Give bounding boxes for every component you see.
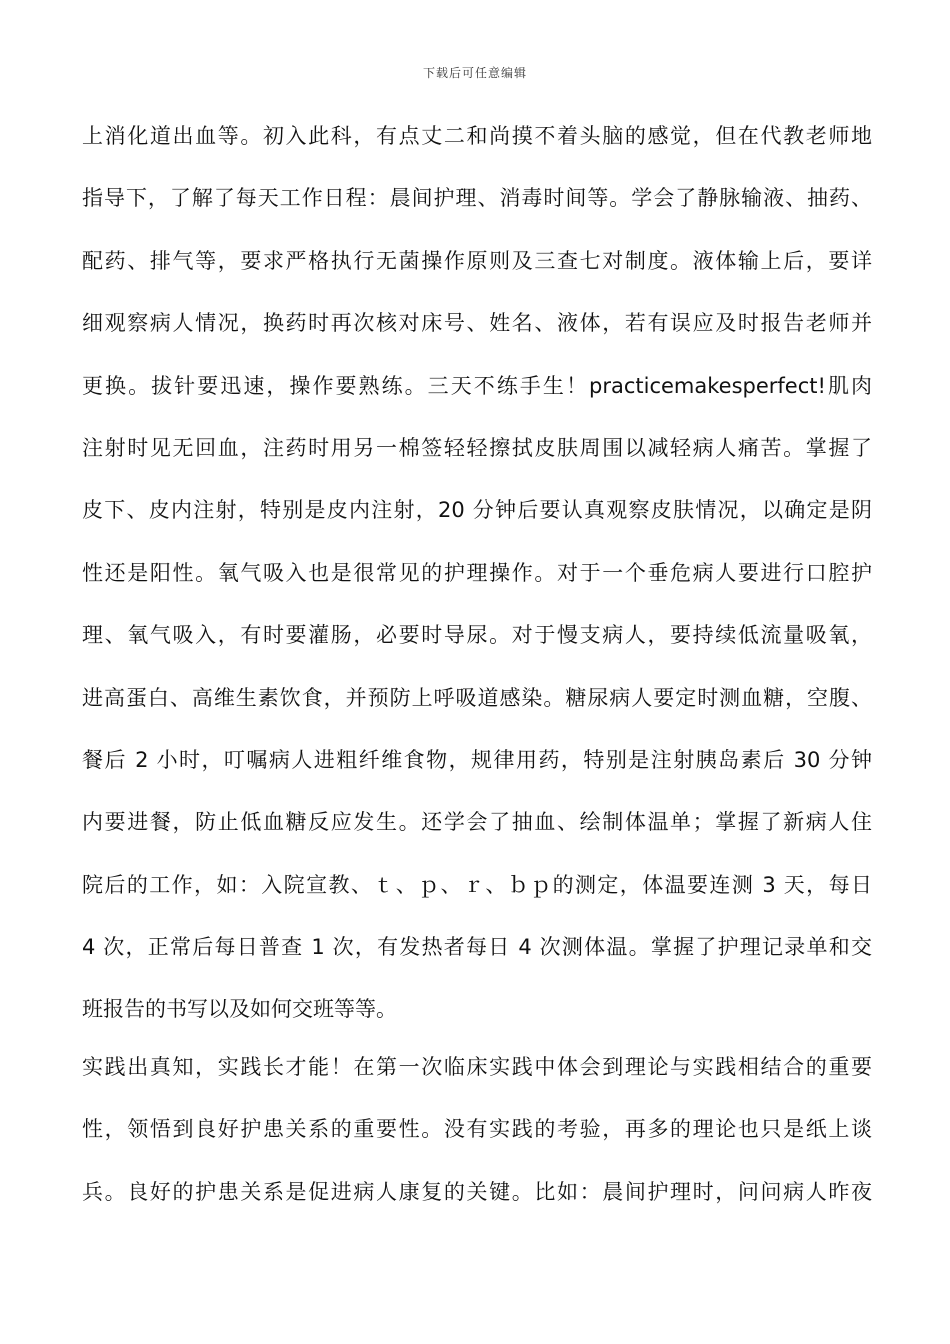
text-line: 皮下、皮内注射，特别是皮内注射，20 分钟后要认真观察皮肤情况，以确定是阴: [82, 498, 872, 522]
page-header: 下载后可任意编辑: [422, 66, 527, 80]
text-line: 餐后 2 小时，叮嘱病人进粗纤维食物，规律用药，特别是注射胰岛素后 30 分钟: [82, 748, 872, 772]
text-line: 细观察病人情况，换药时再次核对床号、姓名、液体，若有误应及时报告老师并: [82, 311, 872, 335]
text-line: 指导下，了解了每天工作日程：晨间护理、消毒时间等。学会了静脉输液、抽药、: [82, 186, 872, 210]
text-line: 性，领悟到良好护患关系的重要性。没有实践的考验，再多的理论也只是纸上谈: [82, 1117, 872, 1141]
text-line: 理、氧气吸入，有时要灌肠，必要时导尿。对于慢支病人，要持续低流量吸氧，: [82, 623, 872, 647]
text-line: 配药、排气等，要求严格执行无菌操作原则及三查七对制度。液体输上后，要详: [82, 249, 872, 273]
text-line: 注射时见无回血，注药时用另一棉签轻轻擦拭皮肤周围以减轻病人痛苦。掌握了: [82, 436, 872, 460]
text-line: 实践出真知，实践长才能！在第一次临床实践中体会到理论与实践相结合的重要: [82, 1055, 872, 1079]
text-line: 兵。良好的护患关系是促进病人康复的关键。比如：晨间护理时，问问病人昨夜: [82, 1180, 872, 1204]
text-line: 更换。拔针要迅速，操作要熟练。三天不练手生！practicemakesperfect!肌肉: [82, 374, 872, 398]
text-line: 院后的工作，如：入院宣教、ｔ、ｐ、ｒ、ｂｐ的测定，体温要连测 3 天，每日: [82, 873, 872, 897]
text-line: 4 次，正常后每日普查 1 次，有发热者每日 4 次测体温。掌握了护理记录单和交: [82, 935, 872, 959]
text-line: 内要进餐，防止低血糖反应发生。还学会了抽血、绘制体温单；掌握了新病人住: [82, 810, 872, 834]
text-line: 性还是阳性。氧气吸入也是很常见的护理操作。对于一个垂危病人要进行口腔护: [82, 561, 872, 585]
text-line: 进高蛋白、高维生素饮食，并预防上呼吸道感染。糖尿病人要定时测血糖，空腹、: [82, 686, 872, 710]
text-line: 上消化道出血等。初入此科，有点丈二和尚摸不着头脑的感觉，但在代教老师地: [82, 124, 872, 148]
text-line: 班报告的书写以及如何交班等等。: [82, 997, 397, 1021]
